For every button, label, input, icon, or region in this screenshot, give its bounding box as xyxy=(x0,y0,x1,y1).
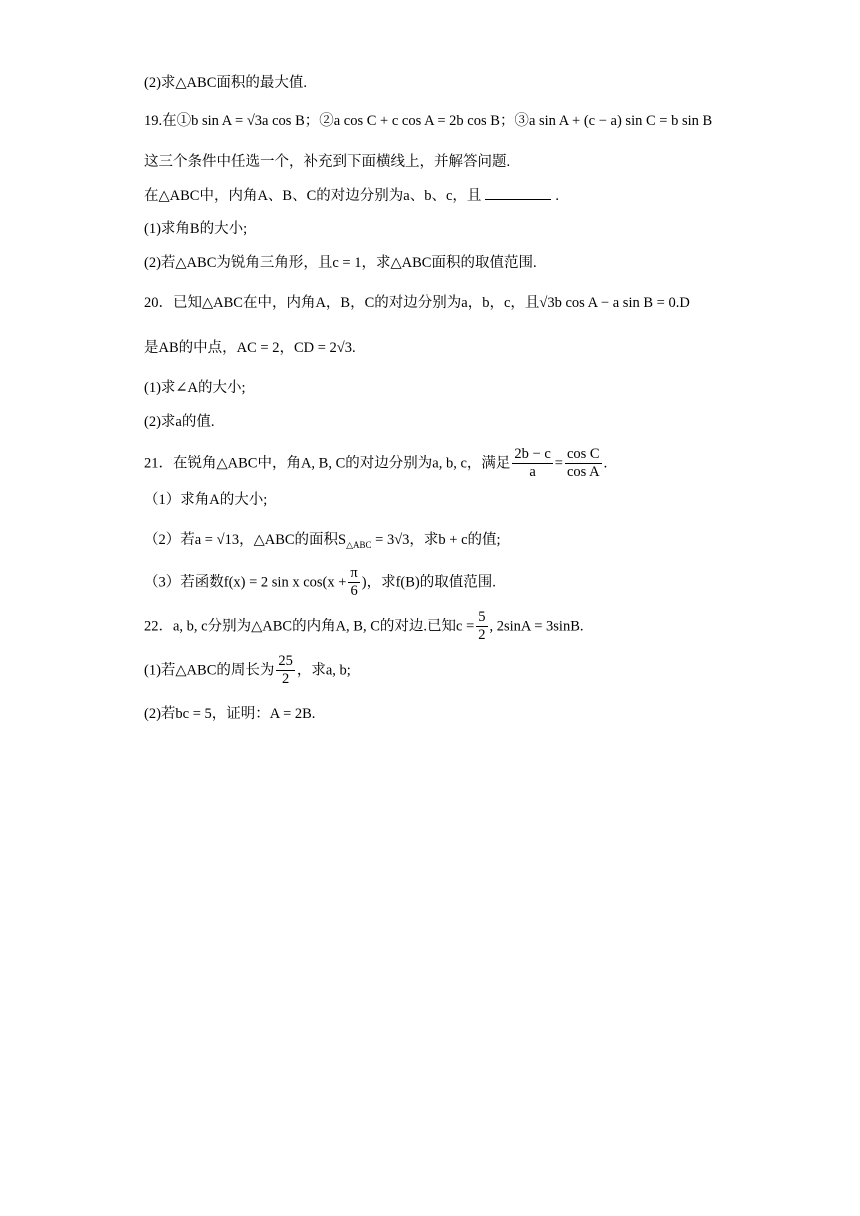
q20-stem-line1: 20．已知△ABC在中，内角A，B，C的对边分别为a，b，c，且√3b cos A − a sin B = 0.D xyxy=(144,295,690,311)
q21-fraction-right xyxy=(565,446,602,481)
q21-stem xyxy=(144,446,607,481)
q22-part1-fraction xyxy=(276,653,295,688)
q21-part1: （1）求角A的大小; xyxy=(144,492,268,508)
q22-stem-frac-denominator: 2 xyxy=(478,627,486,643)
q19-stem-line2: 这三个条件中任选一个，补充到下面横线上，并解答问题. xyxy=(144,154,511,170)
q21-frac1-numerator: 2b − c xyxy=(514,446,551,462)
q21-part3-frac-numerator: π xyxy=(350,565,358,581)
q21-fraction-left xyxy=(512,446,552,481)
q22-stem-text-end: , 2sinA = 3sinB. xyxy=(489,618,584,635)
q21-frac1-denominator: a xyxy=(529,464,536,480)
q21-frac2-numerator: cos C xyxy=(566,446,600,462)
q22-part1-frac-numerator: 25 xyxy=(278,653,293,669)
q21-part3-fraction xyxy=(348,565,359,600)
q21-part3-text-end: )，求f(B)的取值范围. xyxy=(361,574,496,591)
q18-part2: (2)求△ABC面积的最大值. xyxy=(144,75,307,91)
q22-part1-frac-denominator: 2 xyxy=(282,671,290,687)
q22-part1-text-end: ，求a, b; xyxy=(296,662,351,679)
q22-stem-fraction xyxy=(476,609,487,644)
q21-stem-text: 21．在锐角△ABC中，角A, B, C的对边分别为a, b, c，满足 xyxy=(144,455,511,472)
q19-part1: (1)求角B的大小; xyxy=(144,221,248,237)
q21-equals: = xyxy=(554,455,563,472)
q21-part3-frac-denominator: 6 xyxy=(350,583,358,599)
q19-stem-text: 在△ABC中，内角A、B、C的对边分别为a、b、c，且 xyxy=(144,188,482,204)
q21-part3 xyxy=(144,565,496,600)
q19-stem-line3 xyxy=(144,186,559,206)
q19-stem-period: . xyxy=(555,188,560,204)
q20-part2: (2)求a的值. xyxy=(144,414,215,430)
q21-part3-text: （3）若函数f(x) = 2 sin x cos(x + xyxy=(144,574,347,591)
q20-part1: (1)求∠A的大小; xyxy=(144,380,246,396)
q19-separator-2: ；③ xyxy=(499,113,529,129)
q21-part2-text: （2）若a = √13，△ABC的面积S xyxy=(144,532,347,548)
q21-part2 xyxy=(144,530,501,555)
q19-condition-1: b sin A = √3a cos B xyxy=(191,113,305,129)
q19-part2: (2)若△ABC为锐角三角形，且c = 1，求△ABC面积的取值范围. xyxy=(144,255,537,271)
q19-condition-3: a sin A + (c − a) sin C = b sin B xyxy=(528,113,713,129)
q19-number: 19.在① xyxy=(144,113,192,129)
q19-separator-1: ；② xyxy=(304,113,334,129)
q21-part2-text-end: = 3√3，求b + c的值; xyxy=(371,532,501,548)
q22-stem-frac-numerator: 5 xyxy=(478,609,486,625)
q22-part1-text: (1)若△ABC的周长为 xyxy=(144,662,275,679)
q22-part1 xyxy=(144,653,351,688)
q22-stem xyxy=(144,609,584,644)
q22-part2: (2)若bc = 5，证明：A = 2B. xyxy=(144,706,316,722)
q21-stem-period: . xyxy=(603,455,608,472)
q22-stem-text: 22．a, b, c分别为△ABC的内角A, B, C的对边.已知c = xyxy=(144,618,475,635)
q20-stem-line2: 是AB的中点，AC = 2，CD = 2√3. xyxy=(144,340,356,356)
q21-area-subscript: △ABC xyxy=(346,540,372,550)
q21-frac2-denominator: cos A xyxy=(566,464,600,480)
q19-stem-line1 xyxy=(144,111,712,131)
answer-blank[interactable] xyxy=(485,187,551,200)
q19-condition-2: a cos C + c cos A = 2b cos B xyxy=(333,113,500,129)
